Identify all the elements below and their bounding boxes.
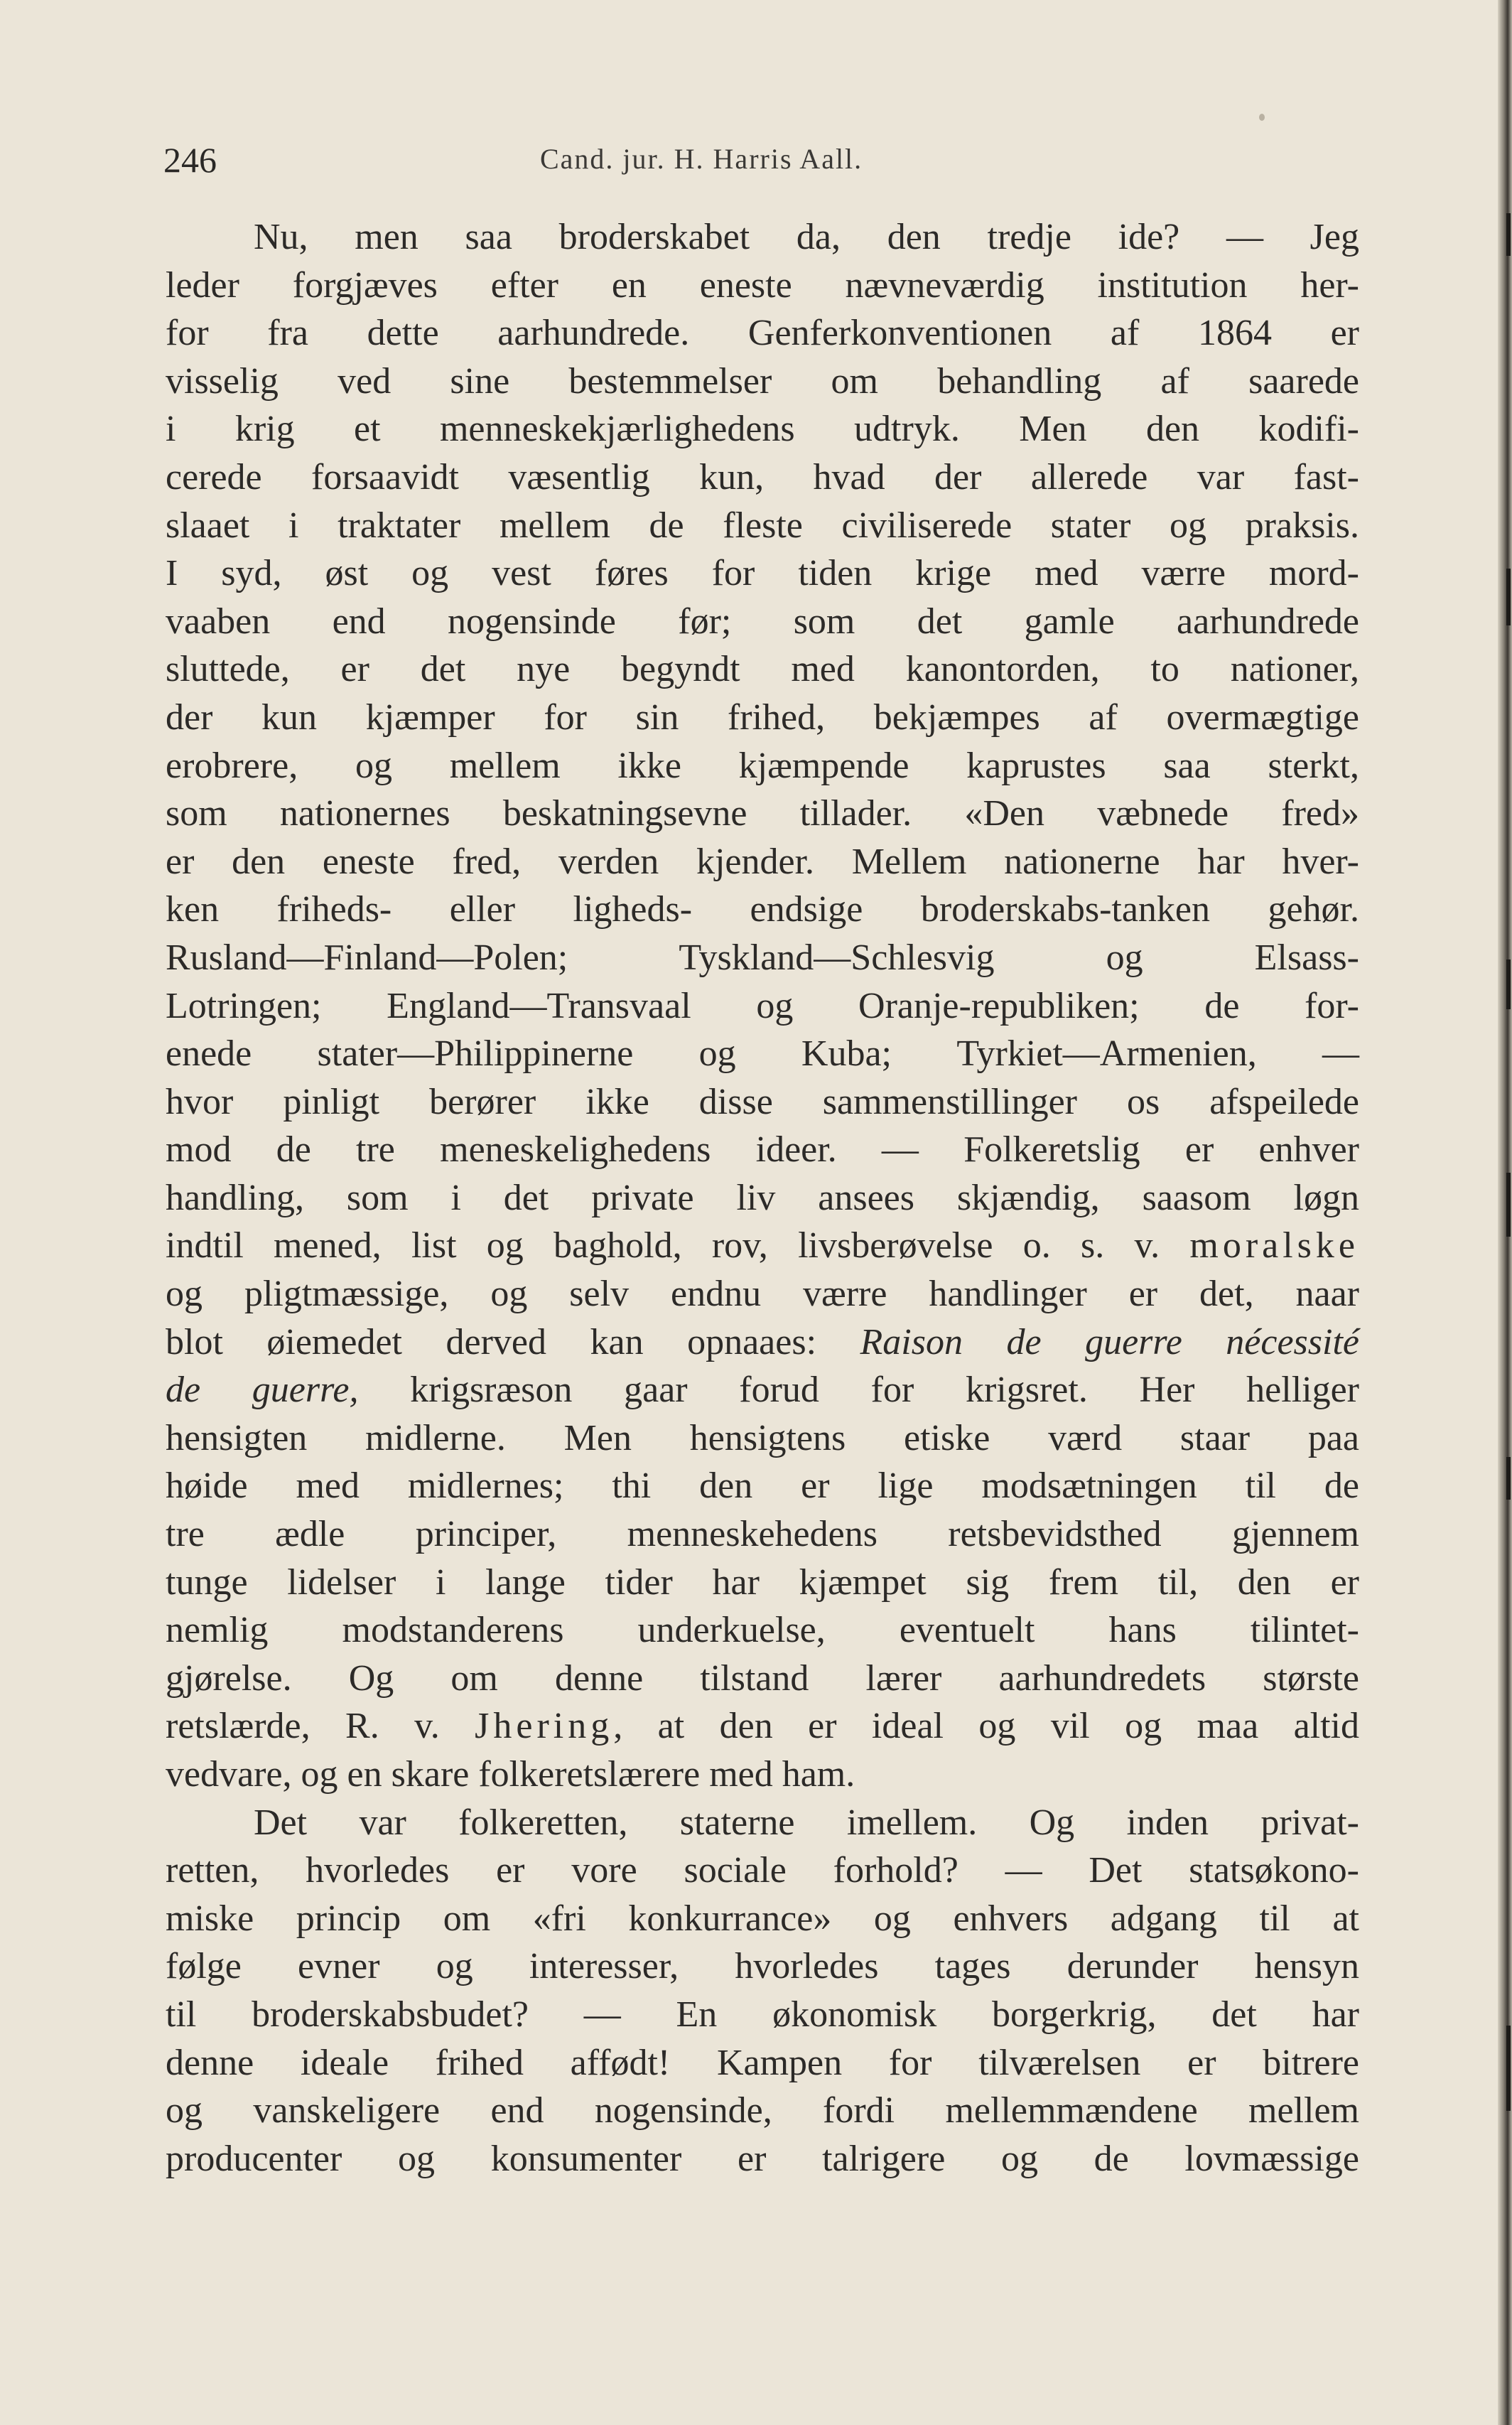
- text-line: gjørelse. Og om denne tilstand lærer aarhundredets største: [166, 1657, 1359, 1699]
- text-line: ken friheds- eller ligheds- endsige broderskabs-tanken gehør.: [166, 889, 1359, 930]
- edge-mark: [1506, 959, 1511, 1009]
- text-line: høide med midlernes; thi den er lige modsætningen til de: [166, 1466, 1359, 1507]
- text-line: denne ideale frihed affødt! Kampen for tilværelsen er bitrere: [166, 2042, 1359, 2083]
- text-line: sluttede, er det nye begyndt med kanontorden, to nationer,: [166, 649, 1359, 690]
- emphasized-word: moralske: [1189, 1225, 1359, 1267]
- text-line: følge evner og interesser, hvorledes tages derunder hensyn: [166, 1946, 1359, 1987]
- text-line: [166, 1222, 1359, 1270]
- text-line: til broderskabsbudet? — En økonomisk borgerkrig, det har: [166, 1994, 1359, 2035]
- edge-mark: [1506, 1457, 1511, 1500]
- text-line: i krig et menneskekjærlighedens udtryk. Men den kodifi-: [166, 409, 1359, 450]
- text-line: og pligtmæssige, og selv endnu værre handlinger er det, naar: [166, 1274, 1359, 1315]
- edge-mark: [1506, 1173, 1511, 1237]
- running-title: Cand. jur. H. Harris Aall.: [540, 143, 863, 175]
- text-line: vaaben end nogensinde før; som det gamle aarhundrede: [166, 601, 1359, 642]
- edge-mark: [1506, 213, 1511, 256]
- text-line: tunge lidelser i lange tider har kjæmpet sig frem til, den er: [166, 1561, 1359, 1603]
- text-line: cerede forsaavidt væsentlig kun, hvad der allerede var fast-: [166, 456, 1359, 498]
- text-line: og vanskeligere end nogensinde, fordi mellemmændene mellem: [166, 2090, 1359, 2131]
- text-line: [166, 1366, 1359, 1414]
- text-line: er den eneste fred, verden kjender. Mellem nationerne har hver-: [166, 841, 1359, 882]
- paper-speck: [1259, 114, 1265, 121]
- text-line: [166, 1318, 1359, 1367]
- page-number: 246: [163, 140, 217, 180]
- text-line: I syd, øst og vest føres for tiden krige med værre mord-: [166, 553, 1359, 594]
- page-edge-shadow: [1498, 0, 1512, 2425]
- text-line: handling, som i det private liv ansees skjændig, saasom løgn: [166, 1177, 1359, 1218]
- text-line: visselig ved sine bestemmelser om behandling af saarede: [166, 360, 1359, 402]
- italic-phrase: Raison de guerre nécessité: [860, 1321, 1359, 1362]
- text-line: retten, hvorledes er vore sociale forhold? — Det statsøkono-: [166, 1850, 1359, 1891]
- text-line: mod de tre meneskelighedens ideer. — Folkeretslig er enhver: [166, 1129, 1359, 1171]
- page-header: [163, 139, 1364, 189]
- text-line: erobrere, og mellem ikke kjæmpende kaprustes saa sterkt,: [166, 745, 1359, 786]
- text-run: retslærde, R. v.: [166, 1706, 475, 1747]
- text-line: hvor pinligt berører ikke disse sammenstillinger os afspeilede: [166, 1081, 1359, 1122]
- text-run: krigsræson gaar forud for krigsret. Her helliger: [358, 1370, 1359, 1411]
- text-run: indtil mened, list og baghold, rov, livsberøvelse o. s. v.: [166, 1225, 1190, 1267]
- text-line: enede stater—Philippinerne og Kuba; Tyrkiet—Armenien, —: [166, 1033, 1359, 1075]
- text-line: hensigten midlerne. Men hensigtens etiske værd staar paa: [166, 1417, 1359, 1458]
- text-line: nemlig modstanderens underkuelse, eventuelt hans tilintet-: [166, 1610, 1359, 1651]
- edge-mark: [1506, 569, 1511, 625]
- text-line: producenter og konsumenter er talrigere og de lovmæssige: [166, 2138, 1359, 2179]
- text-line: som nationernes beskatningsevne tillader. «Den væbnede fred»: [166, 793, 1359, 834]
- text-line: for fra dette aarhundrede. Genferkonventionen af 1864 er: [166, 313, 1359, 354]
- text-line: Det var folkeretten, staterne imellem. Og inden privat-: [254, 1802, 1359, 1843]
- text-line: tre ædle principer, menneskehedens retsbevidsthed gjennem: [166, 1514, 1359, 1555]
- text-run: blot øiemedet derved kan opnaaes:: [166, 1321, 860, 1362]
- text-line: [166, 1702, 1359, 1751]
- text-line: slaaet i traktater mellem de fleste civiliserede stater og praksis.: [166, 505, 1359, 546]
- italic-phrase: de guerre,: [166, 1370, 359, 1411]
- text-line: leder forgjæves efter en eneste nævneværdig institution her-: [166, 264, 1359, 306]
- edge-mark: [1506, 2026, 1511, 2111]
- text-line: Lotringen; England—Transvaal og Oranje-republiken; de for-: [166, 985, 1359, 1026]
- text-line: Nu, men saa broderskabet da, den tredje ide? — Jeg: [254, 217, 1359, 257]
- text-line: miske princip om «fri konkurrance» og enhvers adgang til at: [166, 1898, 1359, 1939]
- emphasized-name: Jhering: [475, 1706, 614, 1747]
- text-run: , at den er ideal og vil og maa altid: [613, 1706, 1359, 1747]
- text-line: Rusland—Finland—Polen; Tyskland—Schlesvig og Elsass-: [166, 937, 1359, 978]
- body-text: [166, 213, 1359, 2183]
- text-line: der kun kjæmper for sin frihed, bekjæmpes af overmægtige: [166, 697, 1359, 738]
- text-line: vedvare, og en skare folkeretslærere med ham.: [166, 1754, 855, 1795]
